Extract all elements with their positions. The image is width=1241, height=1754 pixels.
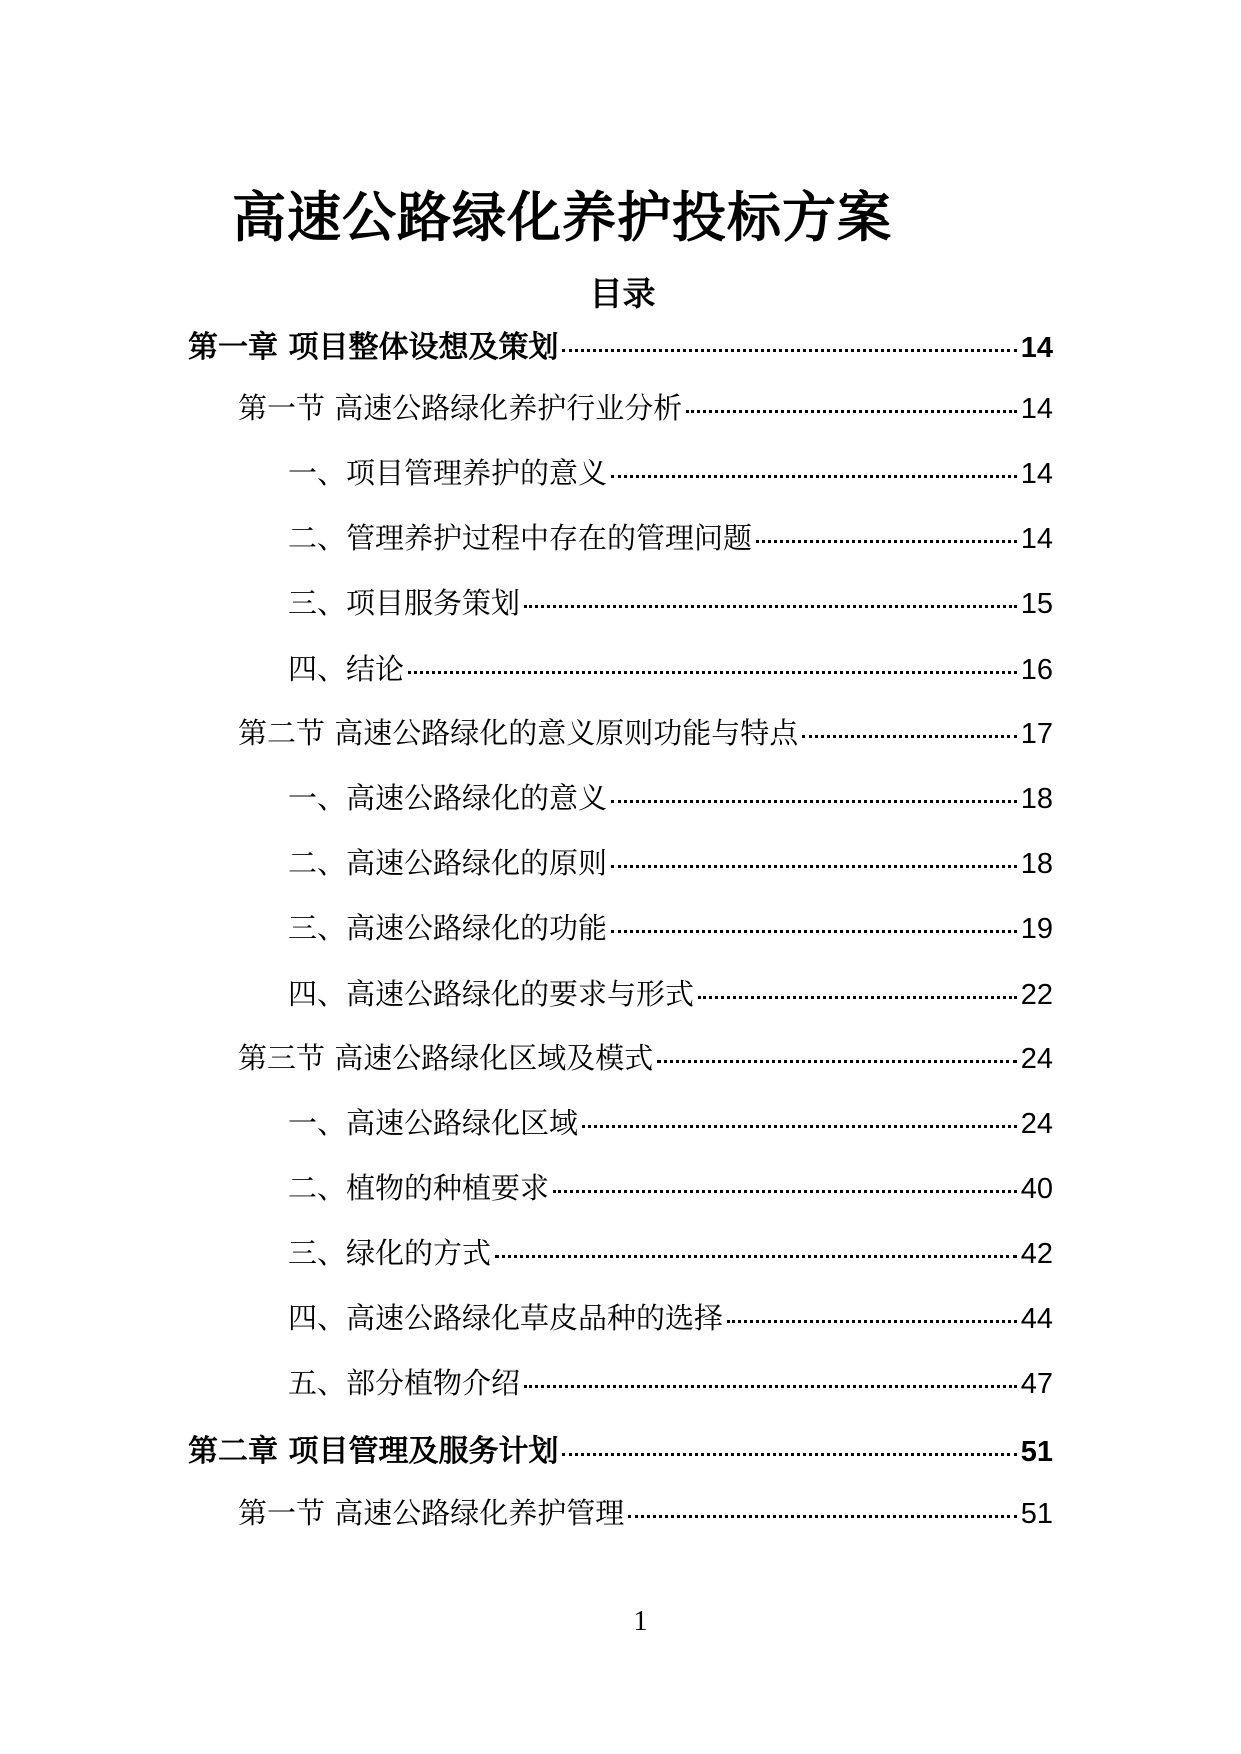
toc-dot-leader xyxy=(611,930,1017,933)
toc-entry-page: 19 xyxy=(1020,913,1053,945)
toc-entry-page: 22 xyxy=(1020,979,1053,1011)
page-number-text: 1 xyxy=(633,1606,648,1637)
toc-entry-page: 42 xyxy=(1020,1238,1053,1270)
toc-entry-page: 14 xyxy=(1020,523,1053,555)
toc-item[interactable] xyxy=(288,841,1053,881)
toc-entry-label: 二、植物的种植要求 xyxy=(288,1171,550,1205)
toc-dot-leader xyxy=(562,1453,1016,1456)
toc-entry-page: 15 xyxy=(1020,588,1053,620)
toc-dot-leader xyxy=(657,1060,1017,1063)
toc-entry-page: 14 xyxy=(1020,332,1053,364)
toc-section-1-3[interactable] xyxy=(238,1036,1053,1076)
toc-entry-label: 一、项目管理养护的意义 xyxy=(288,456,608,490)
toc-heading-text: 目录 xyxy=(589,274,656,313)
toc-entry-page: 24 xyxy=(1020,1108,1053,1140)
toc-dot-leader xyxy=(628,1515,1017,1518)
toc-item[interactable] xyxy=(288,647,1053,687)
toc-dot-leader xyxy=(553,1190,1017,1193)
toc-entry-page: 14 xyxy=(1020,393,1053,425)
toc-dot-leader xyxy=(562,349,1016,352)
toc-section-1-1[interactable] xyxy=(238,386,1053,426)
toc-entry-label: 第二章 项目管理及服务计划 xyxy=(188,1434,559,1469)
toc-entry-label: 第一节 高速公路绿化养护行业分析 xyxy=(238,391,683,425)
toc-dot-leader xyxy=(756,540,1017,543)
toc-entry-page: 14 xyxy=(1020,458,1053,490)
toc-dot-leader xyxy=(802,735,1017,738)
toc-entry-label: 四、结论 xyxy=(288,652,405,686)
toc-entry-label: 第二节 高速公路绿化的意义原则功能与特点 xyxy=(238,716,799,750)
toc-entry-label: 一、高速公路绿化区域 xyxy=(288,1106,579,1140)
toc-item[interactable] xyxy=(288,906,1053,946)
toc-entry-page: 47 xyxy=(1020,1368,1053,1400)
toc-entry-page: 51 xyxy=(1020,1498,1053,1530)
toc-entry-label: 三、高速公路绿化的功能 xyxy=(288,911,608,945)
toc-entry-label: 一、高速公路绿化的意义 xyxy=(288,781,608,815)
toc-item[interactable] xyxy=(288,1361,1053,1401)
toc-entry-page: 40 xyxy=(1020,1173,1053,1205)
toc-dot-leader xyxy=(408,671,1017,674)
toc-chapter-1[interactable] xyxy=(188,322,1053,365)
toc-item[interactable] xyxy=(288,776,1053,816)
toc-dot-leader xyxy=(611,865,1017,868)
toc-item[interactable] xyxy=(288,451,1053,491)
toc-dot-leader xyxy=(686,410,1017,413)
toc-entry-label: 四、高速公路绿化的要求与形式 xyxy=(288,977,695,1011)
toc-entry-label: 第三节 高速公路绿化区域及模式 xyxy=(238,1041,654,1075)
toc-item[interactable] xyxy=(288,1296,1053,1336)
toc-item[interactable] xyxy=(288,581,1053,621)
toc-entry-page: 44 xyxy=(1020,1303,1053,1335)
toc-dot-leader xyxy=(495,1255,1017,1258)
toc-entry-page: 18 xyxy=(1020,783,1053,815)
toc-entry-page: 16 xyxy=(1020,654,1053,686)
toc-entry-page: 18 xyxy=(1020,848,1053,880)
toc-entry-label: 二、高速公路绿化的原则 xyxy=(288,846,608,880)
toc-item[interactable] xyxy=(288,516,1053,556)
toc-entry-label: 五、部分植物介绍 xyxy=(288,1366,521,1400)
toc-dot-leader xyxy=(582,1125,1017,1128)
toc-item[interactable] xyxy=(288,972,1053,1012)
toc-entry-label: 三、项目服务策划 xyxy=(288,586,521,620)
document-title: 高速公路绿化养护投标方案 xyxy=(232,186,892,249)
toc-section-1-2[interactable] xyxy=(238,711,1053,751)
toc-entry-label: 二、管理养护过程中存在的管理问题 xyxy=(288,521,753,555)
toc-entry-page: 24 xyxy=(1020,1043,1053,1075)
toc-item[interactable] xyxy=(288,1101,1053,1141)
toc-entry-label: 四、高速公路绿化草皮品种的选择 xyxy=(288,1301,724,1335)
toc-item[interactable] xyxy=(288,1166,1053,1206)
toc-dot-leader xyxy=(611,475,1017,478)
page-number xyxy=(0,1606,1241,1638)
toc-item[interactable] xyxy=(288,1231,1053,1271)
toc-entry-label: 第一章 项目整体设想及策划 xyxy=(188,330,559,365)
toc-chapter-2[interactable] xyxy=(188,1426,1053,1469)
toc-dot-leader xyxy=(524,1385,1017,1388)
toc-entry-page: 51 xyxy=(1020,1436,1053,1468)
toc-entry-label: 第一节 高速公路绿化养护管理 xyxy=(238,1496,625,1530)
toc-entry-page: 17 xyxy=(1020,718,1053,750)
toc-entry-label: 三、绿化的方式 xyxy=(288,1236,492,1270)
toc-dot-leader xyxy=(698,996,1017,999)
toc-section-2-1[interactable] xyxy=(238,1491,1053,1531)
toc-dot-leader xyxy=(727,1320,1017,1323)
toc-dot-leader xyxy=(524,605,1017,608)
toc-dot-leader xyxy=(611,800,1017,803)
